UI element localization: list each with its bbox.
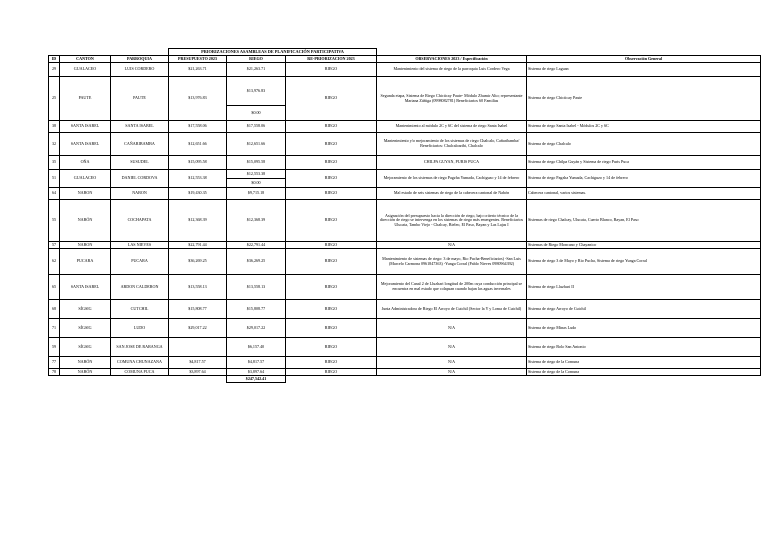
cell-observacion-general: Sistema de riego de la Comuna — [527, 357, 761, 369]
cell-parroquia: COMUNA CHUNAZANA — [111, 357, 169, 369]
cell-presupuesto: $36,269.25 — [169, 249, 227, 275]
cell-observaciones: Mal estado de seis sistemas de riego de la cabecera cantonal de Nabón — [377, 188, 527, 200]
cell-riego: $22,791.44 — [227, 242, 286, 249]
cell-repriorizacion: RIEGO — [286, 338, 377, 357]
header-observacion-general: Observación General — [527, 56, 761, 63]
cell-presupuesto: $17,558.06 — [169, 121, 227, 133]
cell-riego: $3,897.64 — [227, 369, 286, 376]
cell-presupuesto: $29,017.22 — [169, 319, 227, 338]
cell-observaciones: Asignación del presupuesto hacia la dirección de riego, bajo criterio técnico de la dirección de riego se intervenga en los sistemas de riego más emergentes. Beneficiarios Ulucata, Tambo Viejo - Chalcay, Bieleo, El Paso, Bayan y Las Lajas I — [377, 200, 527, 242]
header-presupuesto: PRESUPUESTO 2023 — [169, 56, 227, 63]
cell-observaciones: Segunda etapa, Sistema de Riego Chicticay Paute- Módulo Zhumir Alto; representante Mariana Zúñiga (0998082781) Beneficiarios 60 Familias — [377, 77, 527, 121]
cell-canton: NABÓN — [60, 200, 111, 242]
cell-canton: PAUTE — [60, 77, 111, 121]
cell-id: 29 — [49, 63, 60, 77]
cell-id: 64 — [49, 188, 60, 200]
cell-parroquia: DANIEL CORDOVA — [111, 170, 169, 188]
cell-presupuesto: $3,897.64 — [169, 369, 227, 376]
cell-observaciones: Mantenimiento y/o mejoramiento de los sistemas de riego Chalcalo, Cañaribamba/ Beneficiarios: Chalcaloaribi, Chalcalo — [377, 133, 527, 156]
header-canton: CANTON — [60, 56, 111, 63]
cell-id: 77 — [49, 357, 60, 369]
cell-repriorizacion: RIEGO — [286, 170, 377, 188]
cell-observacion-general: Sistemas de Riego Moncano y Chayanico — [527, 242, 761, 249]
cell-presupuesto — [169, 338, 227, 357]
cell-riego: $12,368.39 — [227, 200, 286, 242]
cell-riego: $36,269.25 — [227, 249, 286, 275]
cell-parroquia: CAÑARIBAMBA — [111, 133, 169, 156]
cell-repriorizacion: RIEGO — [286, 357, 377, 369]
cell-presupuesto: $13,976.83 — [169, 77, 227, 121]
header-row — [49, 56, 761, 63]
cell-parroquia: PUCARA — [111, 249, 169, 275]
cell-repriorizacion: RIEGO — [286, 300, 377, 319]
cell-repriorizacion: RIEGO — [286, 63, 377, 77]
cell-observacion-general: Sistema de riego de la Comuna — [527, 369, 761, 376]
cell-observaciones: Mejoramiento del Canal 2 de Lluzhari longitud de 200m cuya conducción principal se encuentra en mal estado que colapsan cuando bajan las aguas invernales — [377, 275, 527, 300]
cell-id: 32 — [49, 133, 60, 156]
cell-presupuesto: $21,263.71 — [169, 63, 227, 77]
spreadsheet — [48, 48, 760, 383]
total-row — [49, 376, 761, 383]
header-id: ID — [49, 56, 60, 63]
cell-observaciones: CHILPA GUYAN, PURIS PUCA — [377, 156, 527, 170]
cell-canton: SÍGSIG — [60, 338, 111, 357]
cell-repriorizacion: RIEGO — [286, 188, 377, 200]
cell-canton: SANTA ISABEL — [60, 121, 111, 133]
priorization-table — [48, 48, 761, 383]
cell-canton: NABON — [60, 242, 111, 249]
cell-canton: NABÓN — [60, 357, 111, 369]
cell-observacion-general: Sistemas de riego Chalcay, Ulucata, Cuerto Blanco, Bayan, El Paso — [527, 200, 761, 242]
cell-riego: $13,558.13 — [227, 275, 286, 300]
table-row — [49, 369, 761, 376]
cell-parroquia: CUTCHIL — [111, 300, 169, 319]
table-row — [49, 200, 761, 242]
cell-observacion-general: Sistema de riego Chicticay Paute — [527, 77, 761, 121]
cell-observacion-general: Sistema de riego Lluzhari II — [527, 275, 761, 300]
table-row — [49, 249, 761, 275]
cell-id: 62 — [49, 249, 60, 275]
cell-riego-bottom: $0.00 — [251, 179, 261, 185]
cell-parroquia: PAUTE — [111, 77, 169, 121]
cell-id: 68 — [49, 300, 60, 319]
cell-canton: SÍGSIG — [60, 319, 111, 338]
cell-observaciones: N/A — [377, 369, 527, 376]
cell-repriorizacion: RIEGO — [286, 121, 377, 133]
cell-observacion-general: Sistema de riego Laguan — [527, 63, 761, 77]
cell-riego: $15,095.58 — [227, 156, 286, 170]
cell-presupuesto: $15,095.58 — [169, 156, 227, 170]
cell-riego — [227, 77, 286, 121]
cell-id: 25 — [49, 77, 60, 121]
cell-riego-top: $13,976.83 — [227, 77, 285, 106]
cell-observacion-general: Sistema de riego Chalcalo — [527, 133, 761, 156]
cell-id: 78 — [49, 369, 60, 376]
cell-observacion-general: Sistema de riego 3 de Mayo y Rio Pucha, Sistema de riego Yunga Corral — [527, 249, 761, 275]
cell-id: 38 — [49, 121, 60, 133]
cell-observacion-general: Sistema de riego Bolo San Antonio — [527, 338, 761, 357]
cell-canton: NABON — [60, 188, 111, 200]
cell-presupuesto: $15,808.77 — [169, 300, 227, 319]
cell-observacion-general: Sistema de riego Chilpa Guyán y Sistema de riego Puris Puca — [527, 156, 761, 170]
cell-presupuesto: $12,553.38 — [169, 170, 227, 188]
cell-repriorizacion: RIEGO — [286, 242, 377, 249]
table-row — [49, 156, 761, 170]
cell-observaciones: N/A — [377, 242, 527, 249]
cell-riego: $29,017.22 — [227, 319, 286, 338]
cell-parroquia: COMUNA PUCA — [111, 369, 169, 376]
cell-riego: $9,715.18 — [227, 188, 286, 200]
cell-repriorizacion: RIEGO — [286, 200, 377, 242]
cell-repriorizacion: RIEGO — [286, 156, 377, 170]
table-row — [49, 300, 761, 319]
cell-observaciones: N/A — [377, 357, 527, 369]
cell-observaciones: Junta Administradora de Riego El Arroyo de Cutchil (Sector la Y y Loma de Cutchil) — [377, 300, 527, 319]
cell-repriorizacion: RIEGO — [286, 77, 377, 121]
cell-parroquia: LUIS CORDERO — [111, 63, 169, 77]
header-riego: RIEGO — [227, 56, 286, 63]
cell-canton: NABÓN — [60, 369, 111, 376]
cell-presupuesto: $19,430.35 — [169, 188, 227, 200]
cell-repriorizacion: RIEGO — [286, 133, 377, 156]
cell-presupuesto: $12,651.66 — [169, 133, 227, 156]
cell-riego — [227, 170, 286, 188]
cell-id: 55 — [49, 200, 60, 242]
cell-riego: $21,263.71 — [227, 63, 286, 77]
table-row — [49, 63, 761, 77]
cell-observacion-general: Sistema de riego Santa Isabel - Módulos 2C y 6C — [527, 121, 761, 133]
cell-id: 35 — [49, 156, 60, 170]
cell-presupuesto: $13,558.13 — [169, 275, 227, 300]
cell-canton: GUALACEO — [60, 170, 111, 188]
cell-id: 65 — [49, 275, 60, 300]
cell-presupuesto: $12,368.39 — [169, 200, 227, 242]
cell-observacion-general: Sistema de riego Pagzha Yumada, Cachiguzo y 14 de febrero — [527, 170, 761, 188]
cell-presupuesto: $22,791.44 — [169, 242, 227, 249]
cell-canton: SANTA ISABEL — [60, 133, 111, 156]
table-row — [49, 133, 761, 156]
cell-id: 59 — [49, 338, 60, 357]
cell-observaciones: Mantenimiento de sistemas de riego: 3 de mayo, Rio Pucha-Beneficiarios) -San Luis (Marcelo Carmona 0961847363) -Yunga Corral (Pablo Nieves 0980964392) — [377, 249, 527, 275]
cell-observaciones: Mantenimiento del sistema de riego de la parroquia Luis Cordero Vega — [377, 63, 527, 77]
cell-parroquia: SUSUDEL — [111, 156, 169, 170]
cell-parroquia: NABON — [111, 188, 169, 200]
cell-riego: $17,558.06 — [227, 121, 286, 133]
cell-riego-top: $12,553.38 — [227, 170, 285, 179]
cell-parroquia: SAN JOSE DE RARANGA — [111, 338, 169, 357]
cell-id: 57 — [49, 242, 60, 249]
cell-riego: $6,157.40 — [227, 338, 286, 357]
cell-repriorizacion: RIEGO — [286, 275, 377, 300]
cell-observaciones: Mantenimiento al módulo 2C y 6C del sistema de riego Santa Isabel — [377, 121, 527, 133]
cell-repriorizacion: RIEGO — [286, 319, 377, 338]
cell-presupuesto: $4,817.57 — [169, 357, 227, 369]
cell-parroquia: LUDO — [111, 319, 169, 338]
table-row — [49, 319, 761, 338]
cell-observaciones: Mejoramiento de los sistemas de riego Pagzha Yumada, Cachiguzo y 14 de febrero — [377, 170, 527, 188]
cell-canton: PUCARA — [60, 249, 111, 275]
cell-canton: OÑA — [60, 156, 111, 170]
table-row — [49, 170, 761, 188]
cell-observaciones: N/A — [377, 319, 527, 338]
document-title: PRIORIZACIONES ASAMBLEAS DE PLANIFICACIÓN PARTICIPATIVA — [169, 49, 377, 56]
header-parroquia: PARROQUIA — [111, 56, 169, 63]
cell-repriorizacion: RIEGO — [286, 369, 377, 376]
cell-riego: $4,817.57 — [227, 357, 286, 369]
cell-canton: SÍGSIG — [60, 300, 111, 319]
cell-id: 51 — [49, 170, 60, 188]
total-riego: $247,542.41 — [227, 376, 286, 383]
cell-parroquia: ABDON CALDERON — [111, 275, 169, 300]
table-row — [49, 275, 761, 300]
cell-parroquia: SANTA ISABEL — [111, 121, 169, 133]
cell-observacion-general: Sistema de riego Minas Ludo — [527, 319, 761, 338]
cell-canton: SANTA ISABEL — [60, 275, 111, 300]
cell-observaciones: N/A — [377, 338, 527, 357]
header-observaciones: OBSERVACIONES 2023 / Especificación — [377, 56, 527, 63]
table-row — [49, 121, 761, 133]
table-row — [49, 338, 761, 357]
cell-observacion-general: Cabecera cantonal, varios sistemas. — [527, 188, 761, 200]
cell-riego: $12,651.66 — [227, 133, 286, 156]
cell-observacion-general: Sistema de riego Arroyo de Cutchil — [527, 300, 761, 319]
table-row — [49, 357, 761, 369]
cell-canton: GUALACEO — [60, 63, 111, 77]
cell-id: 71 — [49, 319, 60, 338]
header-repriorizacion: RE-PRIORIZACION 2023 — [286, 56, 377, 63]
table-row — [49, 188, 761, 200]
cell-riego-bottom: $0.00 — [251, 109, 261, 115]
cell-repriorizacion: RIEGO — [286, 249, 377, 275]
cell-riego: $15,808.77 — [227, 300, 286, 319]
table-row — [49, 77, 761, 121]
cell-parroquia: LAS NIEVES — [111, 242, 169, 249]
cell-parroquia: COCHAPATA — [111, 200, 169, 242]
table-row — [49, 242, 761, 249]
